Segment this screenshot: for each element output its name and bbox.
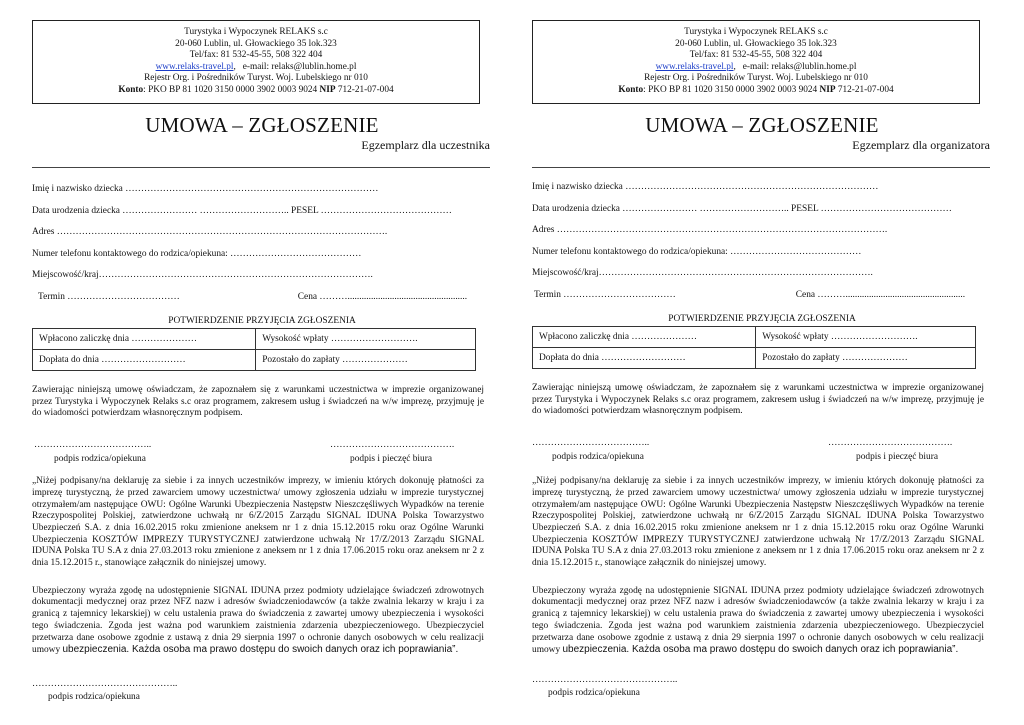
company-phone: Tel/fax: 81 532-45-55, 508 322 404 [189, 50, 323, 61]
address-field[interactable]: Adres ……………………………………………………………………………………………. [532, 225, 888, 235]
payment-table [32, 328, 476, 371]
declaration-paragraph: Zawierając niniejszą umowę oświadczam, że zapoznałem się z warunkami uczestnictwa w imprezie organizowanej przez Turystyka i Wypoczynek Relaks s.c oraz programem, zakresem usług i świadczeń na w/w imprezę, przyjmuję je do wiadomości potwierdzam własnoręcznym podpisem. [32, 385, 484, 419]
insurance-declaration: „Niżej podpisany/na deklaruję za siebie i za innych uczestników imprezy, w imieniu których dokonuję płatności za imprezę turystyczną, że przed zawarciem umowy uczestnictwa/ umowy zgłoszenia udziału w imprezie turystycznej otrzymałem/am następujące OWU: Ogólne Warunki Ubezpieczenia Następstw Nieszczęśliwych Wypadków na terenie Rzeczypospolitej Polskiej, zatwierdzone uchwałą nr 6/Z/2015 Zarządu SIGNAL IDUNA Polska Towarzystwo Ubezpieczeń S.A. z dnia 16.02.2015 roku zmienione aneksem nr 1 z dnia 15.12.2015 roku oraz Ogólne Warunki Ubezpieczenia KOSZTÓW IMPREZY TURYSTYCZNEJ zatwierdzone uchwałą Nr 17/Z/2013 Zarządu SIGNAL IDUNA Polska TU S.A z dnia 27.03.2013 roku zmienione z aneksem nr 1 z dnia 17.06.2015 roku oraz aneksem nr 2 z dnia 15.12.2015 r., stanowiące załącznik do niniejszej umowy. [532, 476, 984, 569]
signature-caption: podpis rodzica/opiekuna [548, 687, 640, 698]
divider [32, 167, 490, 168]
signature-caption: podpis i pieczęć biura [350, 454, 432, 465]
konto-label: Konto [618, 84, 644, 95]
signature-row [32, 440, 492, 468]
konto-value: : PKO BP 81 1020 3150 0000 3902 0003 9024 [643, 84, 818, 95]
deposit-date-cell[interactable]: Wpłacono zaliczkę dnia ………………… [33, 329, 256, 350]
company-registry: Rejestr Org. i Pośredników Turyst. Woj. Lubelskiego nr 010 [644, 73, 868, 84]
konto-value: : PKO BP 81 1020 3150 0000 3902 0003 9024 [143, 84, 318, 95]
remaining-amount-cell[interactable]: Pozostało do zapłaty ………………… [256, 350, 476, 371]
parent-signature [532, 438, 649, 462]
birth-date-field[interactable]: Data urodzenia dziecka …………………… ……………………….. PESEL …………………………………… [532, 203, 952, 214]
company-registry: Rejestr Org. i Pośredników Turyst. Woj. Lubelskiego nr 010 [144, 73, 368, 84]
table-row [533, 327, 976, 348]
company-contact-line: www.relaks-travel.pl, e-mail: relaks@lublin.home.pl [155, 61, 357, 72]
signature-row [532, 438, 992, 466]
nip-value: 712-21-07-004 [837, 84, 894, 95]
phone-field[interactable]: Numer telefonu kontaktowego do rodzica/opiekuna: …………………………………… [32, 248, 362, 259]
payment-table [532, 326, 976, 369]
copy-subtitle: Egzemplarz dla uczestnika [361, 138, 490, 152]
email-address: relaks@lublin.home.pl [271, 61, 357, 72]
signature-line[interactable]: ……………………………….. [34, 440, 152, 451]
term-price-row [532, 290, 992, 312]
signature-line[interactable]: ……………………………….. [532, 438, 650, 449]
company-header-box [532, 20, 980, 104]
surcharge-date-cell[interactable]: Dopłata do dnia ……………………… [33, 350, 256, 371]
remaining-amount-cell[interactable]: Pozostało do zapłaty ………………… [756, 348, 976, 369]
signature-line[interactable]: …………………………………. [828, 438, 953, 449]
price-field[interactable]: Cena ………................................................... [297, 291, 468, 302]
confirmation-title: POTWIERDZENIE PRZYJĘCIA ZGŁOSZENIA [668, 314, 856, 324]
company-name: Turystyka i Wypoczynek RELAKS s.c [684, 27, 828, 37]
child-name-field[interactable]: Imię i nazwisko dziecka ……………………………………………………………………… [532, 182, 879, 192]
consent-tail: ubezpieczenia. Każda osoba ma prawo dostępu do swoich danych oraz ich poprawiania”. [62, 644, 459, 656]
document-title: UMOWA – ZGŁOSZENIE [145, 113, 379, 137]
company-contact-line: www.relaks-travel.pl, e-mail: relaks@lublin.home.pl [655, 61, 857, 72]
company-address: 20-060 Lublin, ul. Głowackiego 35 lok.323 [675, 38, 837, 49]
company-phone: Tel/fax: 81 532-45-55, 508 322 404 [689, 50, 823, 61]
company-bank-line [533, 85, 979, 97]
consent-tail: ubezpieczenia. Każda osoba ma prawo dostępu do swoich danych oraz ich poprawiania”. [562, 644, 959, 656]
signature-line[interactable]: ……………………………………….. [532, 674, 678, 685]
deposit-date-cell[interactable]: Wpłacono zaliczkę dnia ………………… [533, 327, 756, 348]
konto-label: Konto [118, 84, 144, 95]
form-copy-participant [32, 0, 492, 702]
email-address: relaks@lublin.home.pl [771, 61, 857, 72]
email-label: e-mail: [242, 61, 270, 72]
confirmation-title: POTWIERDZENIE PRZYJĘCIA ZGŁOSZENIA [168, 316, 356, 326]
child-info-fields [32, 184, 492, 313]
form-copy-organizer [532, 0, 992, 698]
insurance-declaration: „Niżej podpisany/na deklaruję za siebie i za innych uczestników imprezy, w imieniu których dokonuję płatności za imprezę turystyczną, że przed zawarciem umowy uczestnictwa/ umowy zgłoszenia udziału w imprezie turystycznej otrzymałem/am następujące OWU: Ogólne Warunki Ubezpieczenia Następstw Nieszczęśliwych Wypadków na terenie Rzeczypospolitej Polskiej, zatwierdzone uchwałą nr 6/Z/2015 Zarządu SIGNAL IDUNA Polska Towarzystwo Ubezpieczeń S.A. z dnia 16.02.2015 roku zmienione aneksem nr 1 z dnia 15.12.2015 roku oraz Ogólne Warunki Ubezpieczenia KOSZTÓW IMPREZY TURYSTYCZNEJ zatwierdzone uchwałą Nr 17/Z/2013 Zarządu SIGNAL IDUNA Polska TU S.A z dnia 27.03.2013 roku zmienione z aneksem nr 1 z dnia 17.06.2015 roku oraz aneksem nr 2 z dnia 15.12.2015 r., stanowiące załącznik do niniejszej umowy. [32, 476, 484, 569]
table-row [533, 348, 976, 369]
surcharge-date-cell[interactable]: Dopłata do dnia ……………………… [533, 348, 756, 369]
signature-caption: podpis rodzica/opiekuna [54, 454, 146, 465]
term-field[interactable]: Termin ……………………………… [38, 291, 180, 302]
signature-caption: podpis rodzica/opiekuna [552, 452, 644, 463]
signature-caption: podpis rodzica/opiekuna [48, 691, 140, 702]
company-name: Turystyka i Wypoczynek RELAKS s.c [184, 27, 328, 37]
data-consent-paragraph [532, 586, 984, 657]
payment-amount-cell[interactable]: Wysokość wpłaty ………………………. [256, 329, 476, 350]
city-country-field[interactable]: Miejscowość/kraj……………………………………………………………………………. [532, 268, 873, 278]
term-price-row [32, 292, 492, 314]
signature-line[interactable]: …………………………………. [330, 440, 455, 451]
document-title: UMOWA – ZGŁOSZENIE [645, 113, 879, 137]
signature-caption: podpis i pieczęć biura [856, 452, 938, 463]
company-address: 20-060 Lublin, ul. Głowackiego 35 lok.323 [175, 38, 337, 49]
company-bank-line [33, 85, 479, 97]
consent-text: Ubezpieczony wyraża zgodę na udostępnienie SIGNAL IDUNA przez podmioty udzielające świadczeń zdrowotnych dokumentacji medycznej oraz przez NFZ nazw i adresów świadczeniodawców (a także zwalnia lekarzy w kraju i za granicą z tajemnicy lekarskiej) w celu ustalenia prawa do świadczenia z zawartej umowy ubezpieczenia i wysokości tego świadczenia. Zgoda jest ważna pod warunkiem zaistnienia zdarzenia ubezpieczeniowego. Ubezpieczyciel przetwarza dane osobowe zgodnie z ustawą z dnia 29 sierpnia 1997 o ochronie danych osobowych w celu realizacji umowy [532, 585, 984, 656]
office-signature [828, 438, 952, 462]
declaration-paragraph: Zawierając niniejszą umowę oświadczam, że zapoznałem się z warunkami uczestnictwa w imprezie organizowanej przez Turystyka i Wypoczynek Relaks s.c oraz programem, zakresem usług i świadczeń na w/w imprezę, przyjmuję je do wiadomości potwierdzam własnoręcznym podpisem. [532, 383, 984, 417]
nip-label: NIP [319, 84, 336, 95]
company-header-box [32, 20, 480, 104]
website-link[interactable]: www.relaks-travel.pl [155, 61, 234, 72]
table-row [33, 350, 476, 371]
parent-signature [34, 440, 151, 464]
copy-subtitle: Egzemplarz dla organizatora [852, 138, 990, 152]
table-row [33, 329, 476, 350]
website-link[interactable]: www.relaks-travel.pl [655, 61, 734, 72]
term-field[interactable]: Termin ……………………………… [534, 289, 676, 300]
data-consent-paragraph [32, 586, 484, 657]
consent-text: Ubezpieczony wyraża zgodę na udostępnienie SIGNAL IDUNA przez podmioty udzielające świadczeń zdrowotnych dokumentacji medycznej oraz przez NFZ nazw i adresów świadczeniodawców (a także zwalnia lekarzy w kraju i za granicą z tajemnicy lekarskiej) w celu ustalenia prawa do świadczenia z zawartej umowy ubezpieczenia i wysokości tego świadczenia. Zgoda jest ważna pod warunkiem zaistnienia zdarzenia ubezpieczeniowego. Ubezpieczyciel przetwarza dane osobowe zgodnie z ustawą z dnia 29 sierpnia 1997 o ochronie danych osobowych w celu realizacji umowy [32, 585, 484, 656]
address-field[interactable]: Adres ……………………………………………………………………………………………. [32, 227, 388, 237]
payment-amount-cell[interactable]: Wysokość wpłaty ………………………. [756, 327, 976, 348]
email-label: e-mail: [742, 61, 770, 72]
nip-value: 712-21-07-004 [337, 84, 394, 95]
final-signature [532, 675, 992, 698]
child-name-field[interactable]: Imię i nazwisko dziecka ……………………………………………………………………… [32, 184, 379, 194]
signature-line[interactable]: ……………………………………….. [32, 678, 178, 689]
phone-field[interactable]: Numer telefonu kontaktowego do rodzica/opiekuna: …………………………………… [532, 246, 862, 257]
nip-label: NIP [819, 84, 836, 95]
birth-date-field[interactable]: Data urodzenia dziecka …………………… ……………………….. PESEL …………………………………… [32, 205, 452, 216]
divider [532, 167, 990, 168]
final-signature [32, 679, 492, 702]
price-field[interactable]: Cena ………................................................... [795, 289, 966, 300]
child-info-fields [532, 182, 992, 311]
office-signature [330, 440, 454, 464]
city-country-field[interactable]: Miejscowość/kraj……………………………………………………………………………. [32, 270, 373, 280]
